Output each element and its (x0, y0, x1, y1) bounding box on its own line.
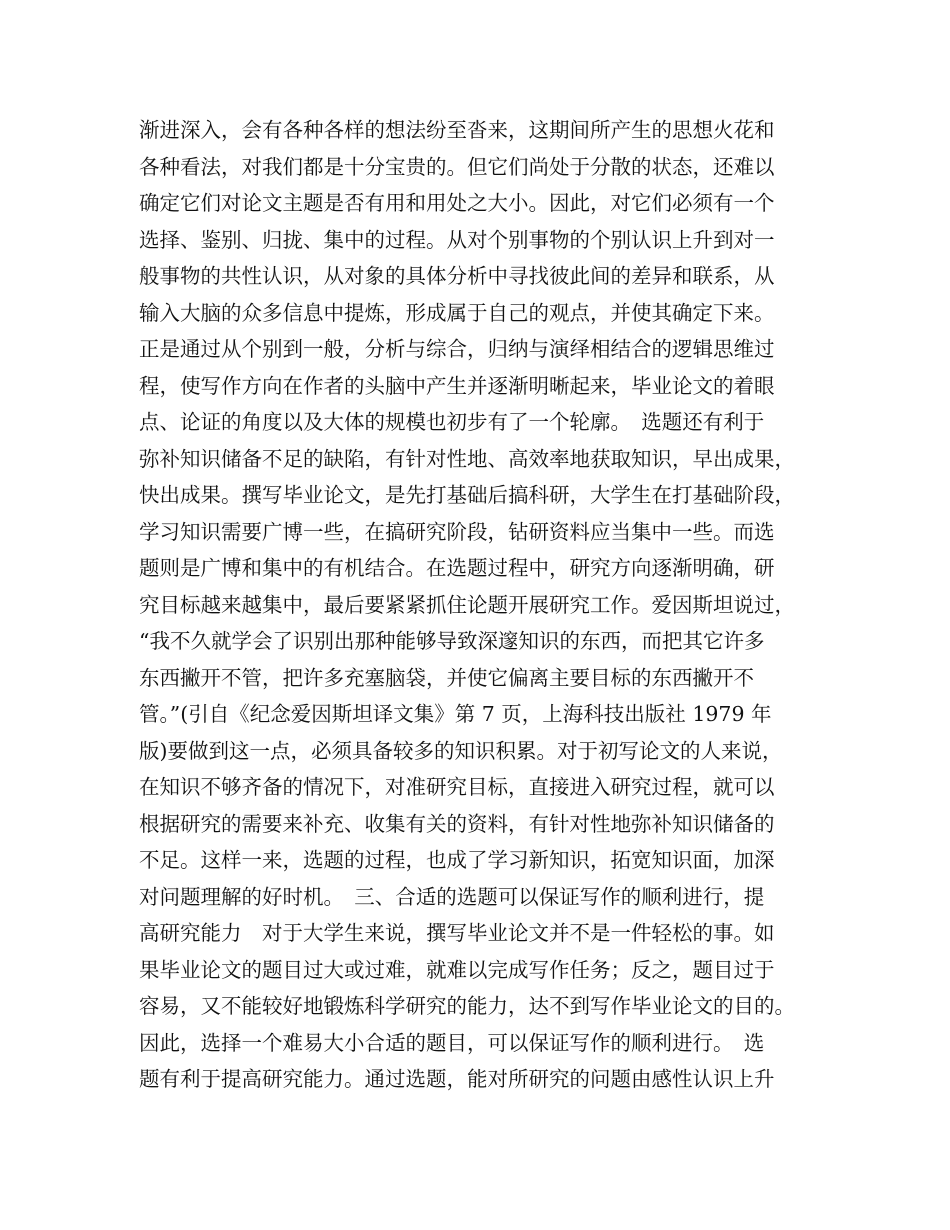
text-line: 点、论证的角度以及大体的规模也初步有了一个轮廓。 选题还有利于 (139, 410, 765, 434)
text-line: “我不久就学会了识别出那种能够导致深邃知识的东西，而把其它许多 (139, 629, 765, 653)
text-line: 容易，又不能较好地锻炼科学研究的能力，达不到写作毕业论文的目的。 (139, 994, 795, 1018)
text-line: 各种看法，对我们都是十分宝贵的。但它们尚处于分散的状态，还难以 (139, 154, 775, 179)
text-line: 选择、鉴别、归拢、集中的过程。从对个别事物的个别认识上升到对一 (139, 227, 775, 252)
text-line: 东西撇开不管，把许多充塞脑袋，并使它偏离主要目标的东西撇开不 (139, 665, 754, 690)
text-line: 版)要做到这一点，必须具备较多的知识积累。对于初写论文的人来说， (139, 738, 783, 763)
text-line: 弥补知识储备不足的缺陷，有针对性地、高效率地获取知识，早出成果， (139, 446, 795, 471)
text-line: 般事物的共性认识，从对象的具体分析中寻找彼此间的差异和联系，从 (139, 264, 775, 288)
text-line: 程，使写作方向在作者的头脑中产生并逐渐明晰起来，毕业论文的着眼 (139, 373, 775, 398)
text-line: 因此，选择一个难易大小合适的题目，可以保证写作的顺利进行。 选 (139, 1030, 765, 1055)
text-line: 正是通过从个别到一般，分析与综合，归纳与演绎相结合的逻辑思维过 (139, 337, 775, 361)
text-line: 究目标越来越集中，最后要紧紧抓住论题开展研究工作。爱因斯坦说过， (139, 592, 795, 617)
text-line: 学习知识需要广博一些，在搞研究阶段，钻研资料应当集中一些。而选 (139, 519, 775, 544)
text-line: 高研究能力 对于大学生来说，撰写毕业论文并不是一件轻松的事。如 (139, 921, 775, 945)
text-line: 果毕业论文的题目过大或过难，就难以完成写作任务；反之，题目过于 (139, 957, 775, 982)
text-line: 快出成果。撰写毕业论文，是先打基础后搞科研，大学生在打基础阶段， (139, 483, 795, 507)
text-line: 确定它们对论文主题是否有用和用处之大小。因此，对它们必须有一个 (139, 191, 775, 215)
text-line: 根据研究的需要来补充、收集有关的资料，有针对性地弥补知识储备的 (139, 811, 775, 836)
text-line: 渐进深入，会有各种各样的想法纷至沓来，这期间所产生的思想火花和 (139, 118, 775, 142)
text-line: 对问题理解的好时机。 三、合适的选题可以保证写作的顺利进行，提 (139, 884, 765, 909)
text-line: 管。”(引自《纪念爱因斯坦译文集》第 7 页，上海科技出版社 1979 年 (139, 702, 772, 726)
text-line: 输入大脑的众多信息中提炼，形成属于自己的观点，并使其确定下来。 (139, 300, 775, 325)
text-line: 在知识不够齐备的情况下，对准研究目标，直接进入研究过程，就可以 (139, 775, 775, 799)
text-line: 题有利于提高研究能力。通过选题，能对所研究的问题由感性认识上升 (139, 1067, 775, 1091)
text-line: 题则是广博和集中的有机结合。在选题过程中，研究方向逐渐明确，研 (139, 556, 775, 580)
body-text (139, 112, 819, 1098)
text-line: 不足。这样一来，选题的过程，也成了学习新知识，拓宽知识面，加深 (139, 848, 775, 872)
